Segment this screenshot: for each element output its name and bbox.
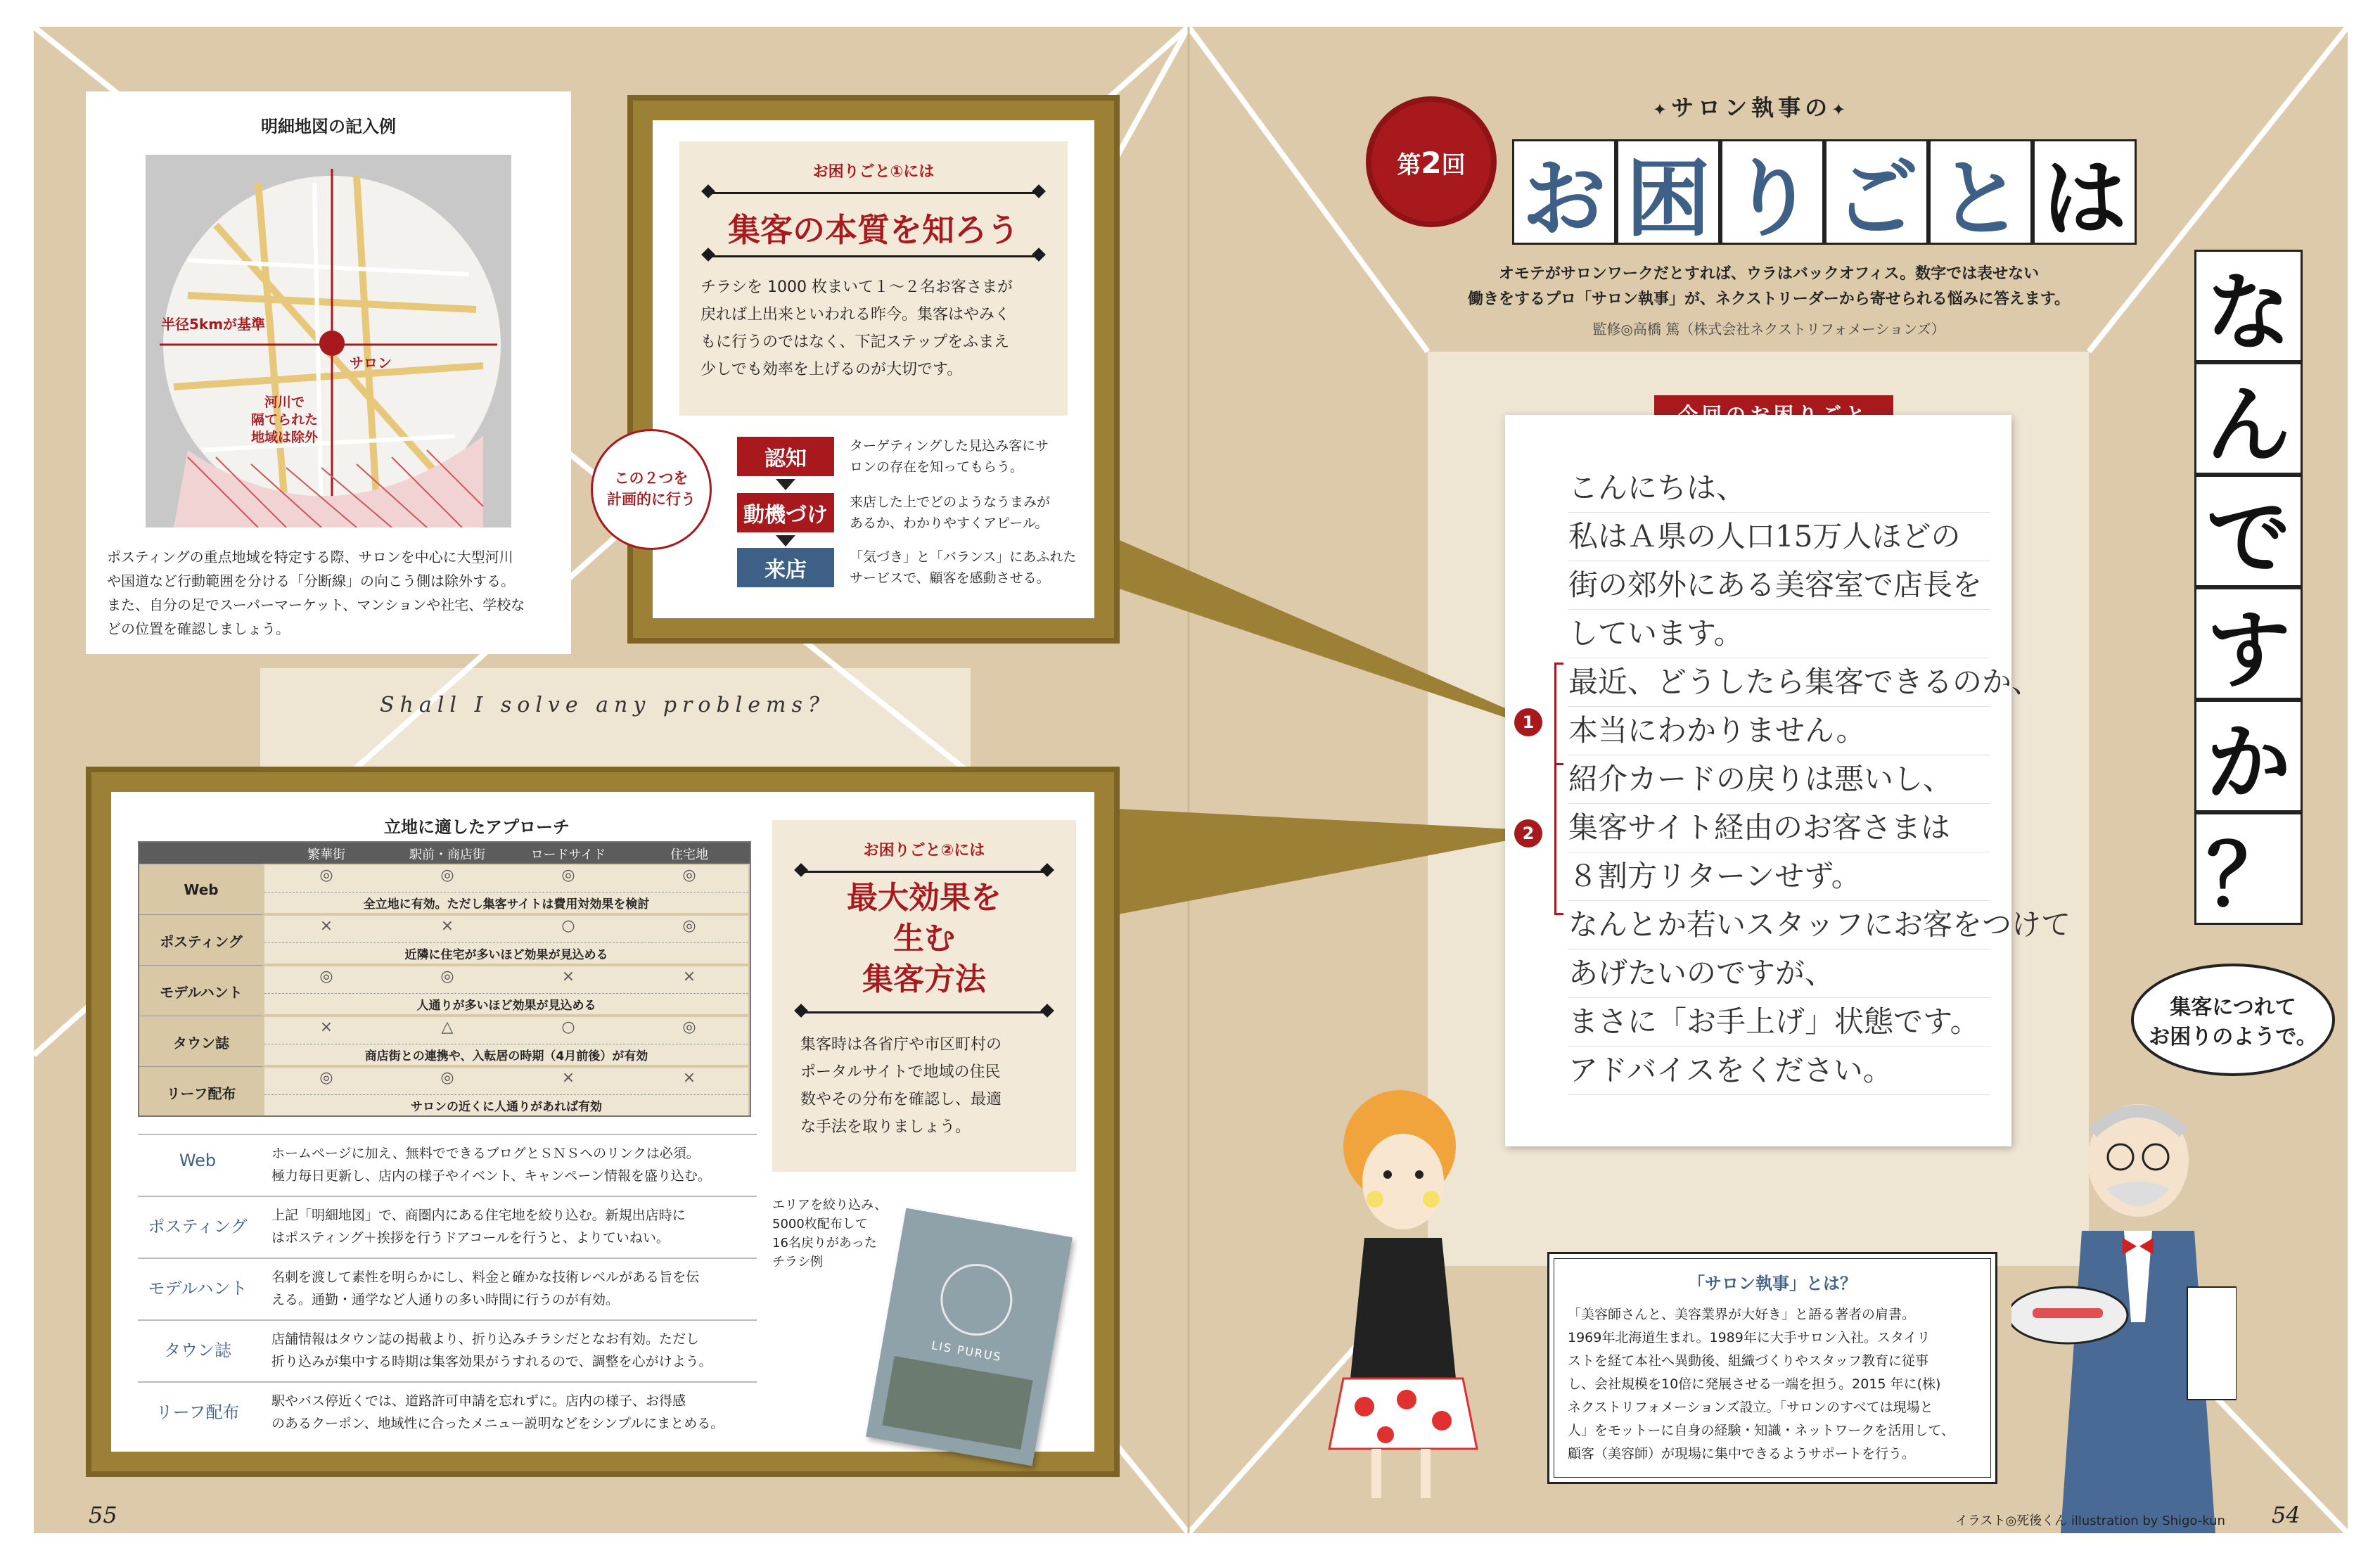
diamond-rule-bottom — [708, 255, 1039, 257]
method-row — [138, 1381, 757, 1445]
step-motivation: 動機づけ — [737, 493, 834, 532]
letter-line: 街の郊外にある美容室で店長を — [1568, 561, 1990, 610]
speech-bubble: 集客につれて お困りのようで。 — [2131, 964, 2335, 1076]
step-arrow-1 — [776, 479, 795, 490]
table-mark: ◎ — [440, 968, 454, 985]
step-visit: 来店 — [737, 548, 834, 587]
credit: イラスト◎死後くん illustration by Shigo-kun — [1955, 1514, 2225, 1528]
table-mark: ◎ — [682, 1018, 696, 1036]
table-mark: ◎ — [319, 968, 333, 985]
box1-frame — [627, 95, 1120, 644]
table-mark: × — [319, 1018, 333, 1036]
supervisor: 監修◎高橋 篤（株式会社ネクストリフォメーションズ） — [1592, 321, 1945, 338]
method-row — [138, 1134, 757, 1197]
table-row-label: Web — [139, 864, 263, 915]
plan-circle: この２つを 計画的に行う — [591, 429, 712, 550]
letter-line: 紹介カードの戻りは悪いし、 — [1568, 755, 1990, 804]
butler-illustration — [2011, 1083, 2237, 1533]
table-note: 全立地に有効。ただし集客サイトは費用対効果を検討 — [264, 892, 748, 911]
box1-kicker: お困りごと①には — [812, 163, 935, 181]
box1-title: 集客の本質を知ろう — [728, 211, 1019, 249]
approach-title: 立地に適したアプローチ — [384, 817, 570, 837]
flyer-logo-icon — [935, 1258, 1018, 1341]
step-awareness: 認知 — [737, 437, 834, 476]
title-char: と — [1928, 139, 2033, 245]
table-mark: ○ — [561, 917, 575, 935]
table-mark: ◎ — [319, 1069, 333, 1087]
letter-card — [1505, 415, 2071, 1146]
radius-label: 半径5kmが基準 — [161, 316, 266, 333]
letter-line: こんにちは、 — [1568, 464, 1990, 513]
table-row-label: タウン誌 — [139, 1016, 263, 1067]
tagline: Shall I solve any problems? — [380, 693, 825, 717]
table-mark: ◎ — [682, 917, 696, 935]
table-note: 近隣に住宅が多いほど効果が見込める — [264, 942, 748, 962]
table-mark: × — [682, 1069, 696, 1087]
method-name: モデルハント — [148, 1279, 248, 1298]
step-arrow-2 — [776, 535, 795, 546]
box2-kicker: お困りごと②には — [863, 842, 985, 859]
table-mark: × — [319, 917, 333, 935]
table-mark: ◎ — [561, 866, 575, 884]
box2-body: 集客時は各省庁や市区町村の ポータルサイトで地域の住民 数やその分布を確認し、最適 な手法を取りましょう。 — [800, 1036, 1002, 1136]
map-card — [86, 91, 571, 654]
table-note: 商店街との連携や、入転居の時期（4月前後）が有効 — [264, 1044, 748, 1063]
woman-illustration — [1315, 1083, 1498, 1505]
letter-line: まさに「お手上げ」状態です。 — [1568, 998, 1990, 1047]
method-desc: 名刺を渡して素性を明らかにし、料金と確かな技術レベルがある旨を伝 える。通勤・通学など人通りの多い時間に行うのが有効。 — [271, 1269, 700, 1307]
bracket-1 — [1554, 663, 1563, 765]
table-mark: × — [561, 968, 575, 985]
episode-badge: 第2回 — [1371, 102, 1491, 222]
method-name: Web — [179, 1151, 217, 1170]
method-desc: 店舗情報はタウン誌の掲載より、折り込みチラシだとなお有効。ただし 折り込みが集中する時期は集客効果がうすれるので、調整を心がけよう。 — [271, 1331, 712, 1369]
title-char: お — [1512, 139, 1616, 245]
method-name: タウン誌 — [164, 1341, 231, 1360]
bracket-2 — [1554, 763, 1563, 915]
letter-line: なんとか若いスタッフにお客をつけて — [1568, 901, 1990, 949]
title-vertical-char: ？ — [2194, 812, 2303, 925]
letter-line: 集客サイト経由のお客さまは — [1568, 804, 1990, 852]
approach-frame — [86, 767, 1120, 1477]
box2-title: 最大効果を 生む 集客方法 — [847, 880, 1002, 997]
method-row — [138, 1319, 757, 1383]
page-number-right: 54 — [2272, 1502, 2301, 1528]
flyer-photo — [882, 1356, 1032, 1450]
letter-text — [1568, 464, 2071, 1095]
table-note: サロンの近くに人通りがあれば有効 — [264, 1094, 748, 1114]
letter-line: しています。 — [1568, 610, 1990, 658]
profile-body: 「美容師さんと、美容業界が大好き」と語る著者の肩書。 1969年北海道生まれ。1989年に大手サロン入社。スタイリ ストを経て本社へ異動後、組織づくりやスタッフ教育に従事 し、会社規模を10倍に発展させる一端を担う。2015 年に(株) ネクストリフォメーションズ設立。「サロンのすべては現場と 人」をモットーに自身の経験・知識・ネットワークを活用して、 顧客（美容師）が現場に集中できるようサポートを行う。 — [1568, 1307, 1955, 1461]
letter-line: 私はＡ県の人口15万人ほどの — [1568, 513, 1990, 561]
table-row-label: リーフ配布 — [139, 1066, 263, 1118]
letter-line: アドバイスをください。 — [1568, 1047, 1990, 1095]
profile-box — [1547, 1252, 1997, 1484]
method-name: リーフ配布 — [155, 1402, 240, 1422]
page-number-left: 55 — [89, 1502, 117, 1528]
intro: オモテがサロンワークだとすれば、ウラはバックオフィス。数字では表せない 働きをするプロ「サロン執事」が、ネクストリーダーから寄せられる悩みに答えます。 — [1467, 265, 2071, 308]
river-label: 河川で 隔てられた 地域は除外 — [251, 395, 319, 445]
title-vertical-char: す — [2194, 587, 2303, 700]
title-char: り — [1720, 139, 1824, 245]
title-vertical-char: か — [2194, 700, 2303, 812]
map-title: 明細地図の記入例 — [261, 117, 396, 136]
flyer-caption: エリアを絞り込み、 5000枚配布して 16名戻りがあった チラシ例 — [772, 1198, 888, 1269]
table-mark: × — [682, 968, 696, 985]
title-vertical-char: で — [2194, 475, 2303, 587]
table-note: 人通りが多いほど効果が見込める — [264, 993, 748, 1013]
title-char: ご — [1824, 139, 1928, 245]
method-desc: ホームページに加え、無料でできるブログとＳＮＳへのリンクは必須。 極力毎日更新し、店内の様子やイベント、キャンペーン情報を盛り込む。 — [271, 1146, 711, 1184]
title-vertical-char: ん — [2194, 362, 2303, 475]
box2-panel — [772, 820, 1076, 1172]
flyer-brand: LIS PURUS — [930, 1338, 1003, 1364]
map-caption: ポスティングの重点地域を特定する際、サロンを中心に大型河川 や国道など行動範囲を分ける「分断線」の向こう側は除外する。 また、自分の足でスーパーマーケット、マンションや社宅、学校な どの位置を確認しましょう。 — [107, 549, 525, 637]
table-mark: × — [440, 917, 454, 935]
method-row — [138, 1196, 757, 1259]
letter-line: ８割方リターンせず。 — [1568, 852, 1990, 901]
letter-line: 最近、どうしたら集客できるのか、 — [1568, 658, 1990, 707]
flyer-image — [866, 1208, 1073, 1466]
method-desc: 上記「明細地図」で、商圏内にある住宅地を絞り込む。新規出店時に はポスティング＋挨拶を行うドアコールを行うと、よりていねい。 — [271, 1208, 686, 1246]
method-desc: 駅やバス停近くでは、道路許可申請を忘れずに。店内の様子、お得感 のあるクーポン、地域性に合ったメニュー説明などをシンプルにまとめる。 — [271, 1393, 724, 1431]
title-vertical-char: な — [2194, 250, 2303, 362]
title-char: 困 — [1616, 139, 1720, 245]
diamond-rule-top-2 — [800, 871, 1048, 873]
approach-table: 繁華街 駅前・商店街 ロードサイド 住宅地 Web ◎ ◎ ◎ ◎ 全立地に有効。ただし集客サイトは費用対効果を検討 ポスティング × × ○ ◎ 近隣に住宅が多いほど効果が見込める モデルハント ◎ ◎ × × 人通りが多いほど効果が見込める タウン誌 × △ ○ ◎ 商店街との連携や、入転居の時期（4月前後）が有効 リーフ配布 ◎ ◎ × × サロンの近くに人通りがあれば有効 — [138, 841, 751, 1117]
table-mark: ◎ — [440, 866, 454, 884]
diamond-rule-bottom-2 — [800, 1011, 1048, 1013]
marker-2: 2 — [1514, 819, 1542, 847]
step-motivation-desc: 来店した上でどのようなうまみが あるか、わかりやすくアピール。 — [850, 494, 1051, 531]
method-name: ポスティング — [148, 1217, 248, 1236]
profile-title: 「サロン執事」とは？ — [1688, 1274, 1857, 1293]
letter-line: 本当にわかりません。 — [1568, 707, 1990, 755]
map-image — [146, 155, 511, 527]
box1-body: チラシを 1000 枚まいて１～２名お客さまが 戻れば上出来といわれる昨今。集客はやみく もに行うのではなく、下記ステップをふまえ 少しでも効率を上げるのが大切です。 — [700, 279, 1013, 378]
step-awareness-desc: ターゲティングした見込み客にサ ロンの存在を知ってもらう。 — [850, 438, 1049, 475]
salon-label: サロン — [350, 354, 392, 371]
table-mark: △ — [441, 1018, 454, 1036]
title-char: は — [2033, 139, 2137, 245]
table-mark: ◎ — [440, 1069, 454, 1087]
table-mark: ◎ — [682, 866, 696, 884]
marker-1: 1 — [1514, 708, 1542, 736]
method-row — [138, 1258, 757, 1321]
diamond-rule-top — [708, 192, 1039, 194]
table-row-label: ポスティング — [139, 914, 263, 966]
table-mark: ○ — [561, 1018, 575, 1036]
table-mark: ◎ — [319, 866, 333, 884]
table-row-label: モデルハント — [139, 965, 263, 1016]
series-header: ✦サロン執事の✦ — [1653, 94, 1850, 121]
step-visit-desc: 「気づき」と「バランス」にあふれた サービスで、顧客を感動させる。 — [850, 549, 1077, 586]
letter-line: あげたいのですが、 — [1568, 949, 1990, 998]
table-mark: × — [561, 1069, 575, 1087]
box1-panel — [679, 141, 1068, 416]
